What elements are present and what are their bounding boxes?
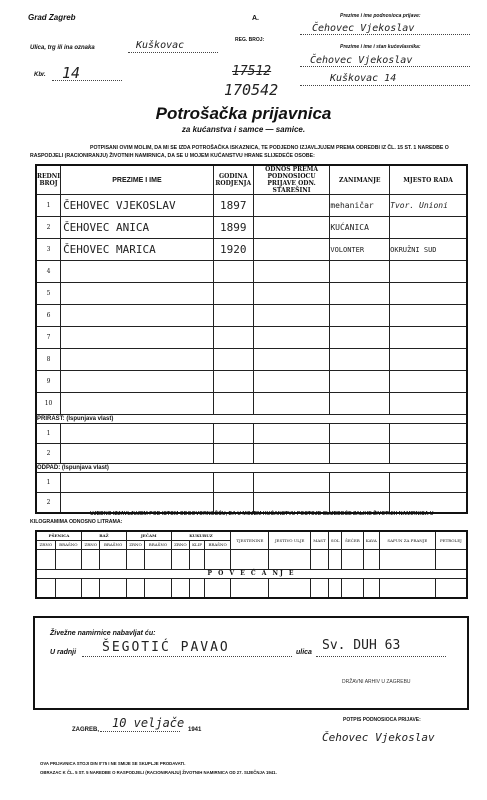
birth-year: 1897: [213, 195, 253, 217]
house-value: 14: [62, 64, 81, 82]
row-number: 10: [36, 393, 61, 415]
stock-subitem: ZRNO: [171, 540, 189, 549]
regulation-note: OBRAZAC K ČL. 5 ST. 5 NAREDBE O RASPODJELI (RACIONIRANJU) ŽIVOTNIH NAMIRNICA OD 27. SIJEČNJA 1941.: [40, 770, 277, 775]
person-name: ČEHOVEC MARICA: [61, 239, 214, 261]
shop-street-value: Sv. DUH 63: [322, 638, 401, 653]
table-row: [36, 444, 467, 464]
relation: [253, 239, 330, 261]
col-name-header: PREZIME I IME: [61, 165, 214, 195]
householder-label: Prezime i ime i stan kućevlasnika:: [340, 44, 421, 50]
table-row: [36, 473, 467, 493]
col-year-header: GODINA RODJENJA: [213, 165, 253, 195]
table-row: [36, 327, 467, 349]
household-table: [35, 164, 468, 514]
row-number: 4: [36, 261, 61, 283]
occupation: VOLONTER: [330, 239, 390, 261]
shop-street-label: ulica: [296, 649, 312, 656]
stock-item: SOL: [329, 531, 342, 549]
stock-subitem: BRAŠNO: [145, 540, 171, 549]
workplace: [390, 217, 467, 239]
relation: [253, 217, 330, 239]
place-label: ZAGREB,: [72, 727, 99, 733]
city-label: Grad Zagreb: [28, 13, 76, 22]
col-relation-header: ODNOS PREMA PODNOSIOCU PRIJAVE ODN. STAREŠINI: [253, 165, 330, 195]
col-workplace-header: MJESTO RADA: [390, 165, 467, 195]
stock-item: TJESTENINE: [231, 531, 269, 549]
birth-year: 1899: [213, 217, 253, 239]
stock-intro-text: UJEDNO IZJAVLJUJEM POD ISTOM ODGOVORNOŠĆU, DA U MOJEM KUĆANSTVU POSTOJE SLIJEDEĆE ZALIHE ŽIVOTNIH NAMIRNICA U KILOGRAMIMA ODNOSNO LITRAMA:: [30, 511, 434, 525]
row-number: 2: [36, 217, 61, 239]
prirast-header-row: [36, 415, 467, 424]
odpad-label: ODPAD: (Ispunjava vlast): [36, 464, 467, 473]
form-title: Potrošačka prijavnica: [155, 104, 332, 123]
col-occupation-header: ZANIMANJE: [330, 165, 390, 195]
house-label: Kbr.: [34, 72, 46, 78]
reg-number: 170542: [224, 81, 279, 99]
stock-item: MAST: [310, 531, 328, 549]
table-row: [36, 424, 467, 444]
row-number: 1: [36, 473, 61, 493]
signature: Čehovec Vjekoslav: [322, 731, 435, 744]
stock-group: KUKURUZ: [171, 531, 231, 540]
workplace: Tvor. Unioni: [390, 195, 467, 217]
table-row: [36, 283, 467, 305]
table-row: [36, 195, 467, 217]
shop-label: U radnji: [50, 649, 77, 656]
street-value: Kuškovac: [136, 40, 185, 51]
year-label: 1941: [188, 727, 202, 733]
shop-value: ŠEGOTIĆ PAVAO: [102, 640, 230, 655]
table-row: [36, 349, 467, 371]
street-label: Ulica, trg ili ina oznaka: [30, 45, 95, 51]
col-num-header: REDNI BROJ: [36, 165, 61, 195]
relation: [253, 195, 330, 217]
povecanje-label: P O V E Ć A NJ E: [36, 569, 467, 578]
reg-number-struck: 17512: [232, 64, 272, 79]
row-number: 2: [36, 444, 61, 464]
table-row: [36, 239, 467, 261]
stock-item: KAVA: [363, 531, 379, 549]
form-letter: A.: [252, 15, 259, 22]
archive-stamp: DRŽAVNI ARHIV U ZAGREBU: [342, 679, 411, 685]
prirast-label: PRIRAST: (Ispunjava vlast): [36, 415, 467, 424]
applicant-value: Čehovec Vjekoslav: [312, 23, 415, 34]
stock-item: JESTIVO ULJE: [269, 531, 310, 549]
stock-subitem: ZRNO: [126, 540, 144, 549]
stock-item: ŠEĆER: [342, 531, 363, 549]
supply-label: Živežne namirnice nabavljat ću:: [50, 630, 156, 637]
occupation: KUĆANICA: [330, 217, 390, 239]
stock-table: [35, 530, 468, 599]
date-value: 10 veljače: [112, 716, 185, 730]
row-number: 6: [36, 305, 61, 327]
householder-name: Čehovec Vjekoslav: [310, 55, 413, 66]
stock-group: JEČAM: [126, 531, 171, 540]
stock-subitem: BRAŠNO: [100, 540, 126, 549]
row-number: 8: [36, 349, 61, 371]
birth-year: 1920: [213, 239, 253, 261]
householder-address: Kuškovac 14: [330, 73, 397, 84]
row-number: 7: [36, 327, 61, 349]
table-header-row: [36, 165, 467, 195]
stock-item: SAPUN ZA PRANJE: [379, 531, 435, 549]
table-row: [36, 217, 467, 239]
person-name: ČEHOVEC ANICA: [61, 217, 214, 239]
signature-label: POTPIS PODNOSIOCA PRIJAVE:: [343, 717, 421, 723]
person-name: ČEHOVEC VJEKOSLAV: [61, 195, 214, 217]
stock-group: PŠENICA: [36, 531, 82, 540]
row-number: 2: [36, 493, 61, 513]
row-number: 5: [36, 283, 61, 305]
stock-subitem: KLIP: [190, 540, 205, 549]
applicant-label: Prezime i ime podnosioca prijave:: [340, 13, 421, 19]
table-row: [36, 393, 467, 415]
table-row: [36, 371, 467, 393]
stock-subitem: BRAŠNO: [204, 540, 230, 549]
stock-subitem: BRAŠNO: [55, 540, 81, 549]
stock-group: RAŽ: [82, 531, 127, 540]
occupation: mehaničar: [330, 195, 390, 217]
price-note: OVA PRIJAVNICA STOJI DIN 0'75 I NE SMIJE SE SKUPLJE PRODAVATI.: [40, 761, 186, 766]
table-row: [36, 261, 467, 283]
row-number: 3: [36, 239, 61, 261]
row-number: 1: [36, 195, 61, 217]
reg-label: REG. BROJ:: [235, 37, 265, 43]
stock-subitem: ZRNO: [82, 540, 100, 549]
stock-subitem: ZRNO: [36, 540, 55, 549]
intro-text: POTPISANI OVIM MOLIM, DA MI SE IZDA POTROŠAČKA ISKAZNICA, TE PODJEDNO IZJAVLJUJEM PREMA ODREDBI IZ ČL. 15 ST. 1 NAREDBE O RASPODJELI (RACIONIRANJU) ŽIVOTNIH NAMIRNICA, DA SE U MOJEM KUĆANSTVU HRANE SLIJEDEĆE OSOBE:: [30, 145, 449, 159]
stock-item: PETROLEJ: [435, 531, 467, 549]
row-number: 9: [36, 371, 61, 393]
form-subtitle: za kućanstva i samce — samice.: [181, 125, 306, 134]
odpad-header-row: [36, 464, 467, 473]
table-row: [36, 305, 467, 327]
workplace: OKRUŽNI SUD: [390, 239, 467, 261]
row-number: 1: [36, 424, 61, 444]
